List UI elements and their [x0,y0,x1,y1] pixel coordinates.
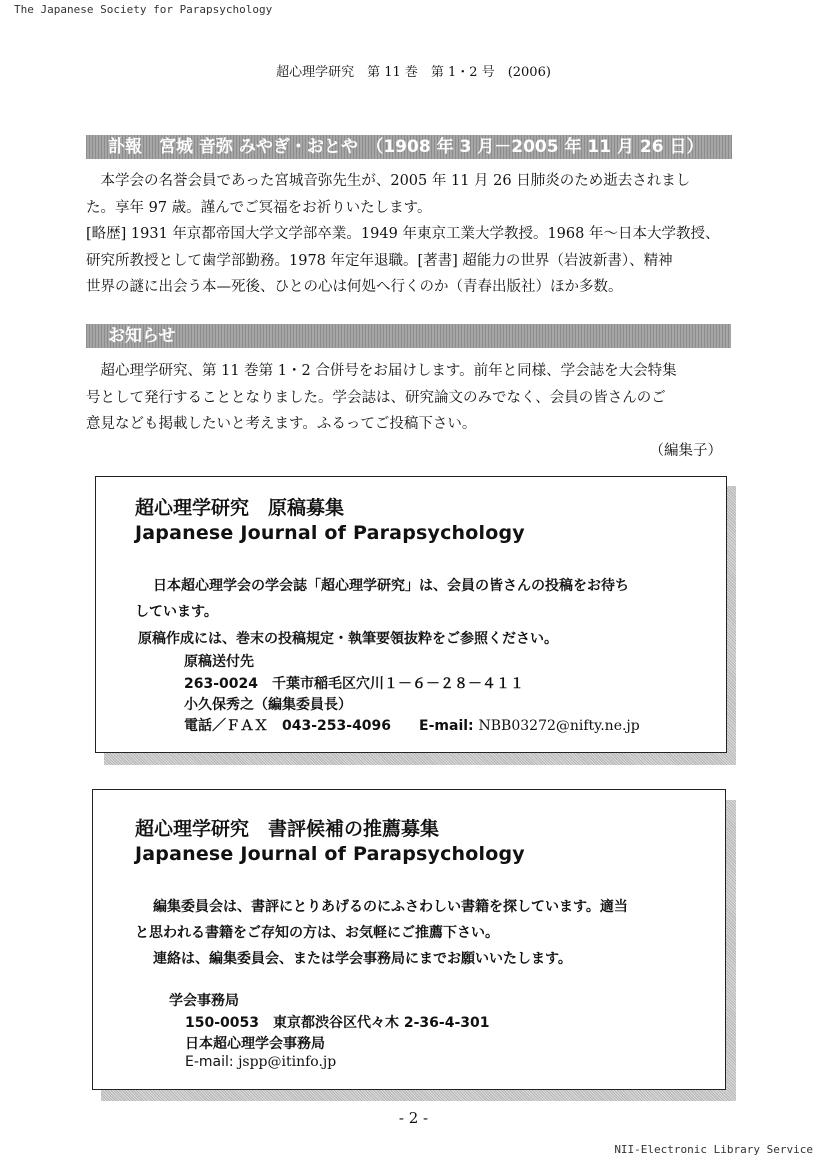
notice-header-bar [86,324,731,348]
review-box-line: と思われる書籍をご存知の方は、お気軽にご推薦下さい。 [135,925,499,941]
manuscript-contact-person: 小久保秀之（編集委員長） [184,697,352,713]
obituary-line: 世界の謎に出会う本—死後、ひとの心は何処へ行くのか（青春出版社）ほか多数。 [86,279,623,295]
manuscript-phone-label: 電話／ＦＡＸ 043-253-4096 E-mail: [184,718,479,734]
manuscript-box-line: しています。 [135,604,218,620]
page-number: - 2 - [398,1109,429,1127]
notice-text [86,358,736,438]
manuscript-phone-email [184,715,640,735]
office-email-link[interactable]: jspp@itinfo.jp [238,1054,337,1070]
manuscript-call-box [95,476,727,753]
manuscript-box-subtitle: Japanese Journal of Parapsychology [135,522,525,544]
obituary-line: 本学会の名誉会員であった宮城音弥先生が、2005 年 11 月 26 日肺炎のため逝去されまし [100,173,691,189]
review-call-box [92,789,726,1090]
obituary-line: [略歴] 1931 年京都帝国大学文学部卒業。1949 年東京工業大学教授。1968 年～日本大学教授、 [86,226,720,242]
office-name: 日本超心理学会事務局 [185,1036,325,1052]
notice-line: 意見なども掲載したいと考えます。ふるってご投稿下さい。 [86,416,477,432]
running-header: 超心理学研究 第 11 巻 第 1・2 号 (2006) [276,65,551,80]
notice-line: 号として発行することとなりました。学会誌は、研究論文のみでなく、会員の皆さんのご [86,389,666,406]
manuscript-box-line: 原稿作成には、巻末の投稿規定・執筆要領抜粋をご参照ください。 [138,631,558,647]
office-email [185,1054,336,1070]
notice-signature: （編集子） [649,443,722,459]
manuscript-box-line: 日本超心理学会の学会誌「超心理学研究」は、会員の皆さんの投稿をお待ち [153,578,629,594]
manuscript-box-title: 超心理学研究 原稿募集 [135,497,345,519]
office-address: 150-0053 東京都渋谷区代々木 2-36-4-301 [185,1015,490,1031]
obituary-header-bar [86,135,732,159]
review-box-line: 連絡は、編集委員会、または学会事務局にまでお願いいたします。 [153,951,572,967]
notice-line: 超心理学研究、第 11 巻第 1・2 合併号をお届けします。前年と同様、学会誌を大会特集 [100,363,677,379]
manuscript-address: 263-0024 千葉市稲毛区穴川１－６－２８－４１１ [184,676,524,692]
review-box-title: 超心理学研究 書評候補の推薦募集 [135,818,440,840]
obituary-line: 研究所教授として歯学部勤務。1978 年定年退職。[著書] 超能力の世界（岩波新書）、精神 [86,252,673,269]
obituary-heading: 訃報 宮城 音弥 みやぎ・おとや （1908 年 3 月－2005 年 11 月 26 日） [108,137,704,157]
office-email-label: E-mail: [185,1054,239,1070]
obituary-text [86,168,736,301]
review-box-subtitle: Japanese Journal of Parapsychology [135,843,525,865]
review-box-line: 編集委員会は、書評にとりあげるのにふさわしい書籍を探しています。適当 [153,899,628,915]
notice-heading: お知らせ [108,326,176,346]
manuscript-email-link[interactable]: NBB03272@nifty.ne.jp [478,718,640,734]
manuscript-address-label: 原稿送付先 [184,654,254,670]
office-label: 学会事務局 [169,993,239,1009]
footer-credit: NII-Electronic Library Service [614,1143,813,1156]
source-credit: The Japanese Society for Parapsychology [14,3,273,16]
obituary-line: た。享年 97 歳。謹んでご冥福をお祈りいたします。 [86,199,432,216]
